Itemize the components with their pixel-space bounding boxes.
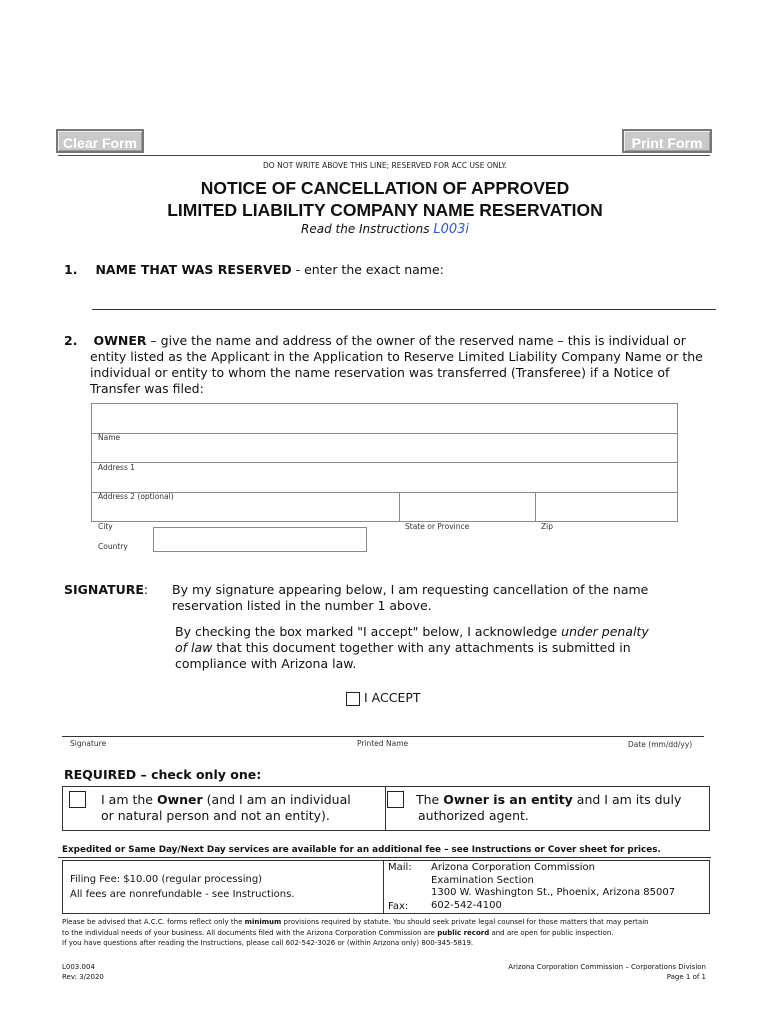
col-divider [399, 492, 400, 522]
address2-label: Address 2 (optional) [98, 492, 174, 501]
section2-desc1: – give the name and address of the owner of the reserved name – this is individual or [146, 333, 686, 348]
notice-line1 [62, 917, 722, 928]
filing-fee: Filing Fee: $10.00 (regular processing) [70, 874, 263, 885]
signature-line[interactable] [62, 736, 704, 737]
opt1-line1 [101, 792, 381, 808]
section1-instruction: - enter the exact name: [291, 262, 444, 277]
reserved-name-field[interactable] [92, 309, 716, 310]
expedited-rule [58, 857, 711, 858]
signature-para2-line1 [175, 624, 695, 640]
section1-title: NAME THAT WAS RESERVED [95, 262, 292, 277]
mail-line3: 1300 W. Washington St., Phoenix, Arizona 85007 [431, 887, 676, 899]
printed-name-label: Printed Name [357, 739, 409, 748]
form-revision: Rev: 3/2020 [62, 973, 104, 981]
para2-text-b: that this document together with any attachments is submitted in [212, 640, 631, 655]
name-label: Name [98, 433, 121, 442]
page-title-line2: LIMITED LIABILITY COMPANY NAME RESERVATION [167, 200, 603, 220]
opt2-b: Owner is an entity [443, 792, 573, 807]
section2-text [64, 333, 724, 397]
para2-em2: of law [175, 640, 213, 655]
fees-text [70, 872, 295, 902]
section2-desc3: individual or entity to whom the name reservation was transferred (Transferee) if a Notice of [90, 365, 670, 380]
date-label: Date (mm/dd/yy) [628, 740, 693, 749]
required-divider [385, 786, 386, 831]
row-divider [91, 462, 678, 463]
form-code [62, 962, 104, 982]
state-label: State or Province [405, 522, 470, 531]
opt2-a: The [416, 792, 444, 807]
owner-entity-checkbox[interactable] [387, 791, 404, 808]
opt1-b: Owner [156, 792, 203, 807]
top-rule [58, 155, 710, 156]
col-divider [535, 492, 536, 522]
expedited-note: Expedited or Same Day/Next Day services are available for an additional fee – see Instructions or Cover sheet for prices. [62, 845, 661, 855]
signature-title: SIGNATURE [64, 582, 144, 597]
required-sub: – check only one: [136, 767, 262, 782]
owner-entity-label [416, 792, 706, 824]
country-label: Country [98, 542, 128, 551]
required-title: REQUIRED [64, 767, 137, 782]
notice-l1b: minimum [244, 918, 282, 926]
fax-label: Fax: [388, 901, 409, 912]
notice-line2 [62, 928, 722, 939]
owner-individual-label [101, 792, 381, 824]
section2-desc2: entity listed as the Applicant in the Application to Reserve Limited Liability Company Name or the [90, 349, 703, 364]
row-divider [91, 492, 678, 493]
para2-text-a: By checking the box marked "I accept" below, I acknowledge [175, 624, 562, 639]
owner-name-field[interactable] [92, 404, 677, 432]
signature-para2 [175, 624, 695, 672]
signature-colon: : [143, 582, 149, 597]
signature-heading [64, 582, 148, 598]
signature-para1-line2: reservation listed in the number 1 above. [172, 598, 432, 613]
fees-mail-divider [383, 860, 384, 914]
accept-checkbox[interactable] [346, 692, 360, 706]
signature-label: Signature [70, 739, 107, 748]
opt1-a: I am the [101, 792, 157, 807]
opt2-line1 [416, 792, 706, 808]
agency-name: Arizona Corporation Commission – Corporations Division [508, 963, 706, 971]
zip-label: Zip [541, 522, 553, 531]
owner-address-box [91, 403, 678, 552]
instructions-prefix: Read the Instructions [301, 222, 430, 236]
opt1-line2: or natural person and not an entity). [101, 808, 330, 823]
required-heading [64, 767, 261, 783]
print-form-button[interactable]: Print Form [622, 129, 712, 153]
city-label: City [98, 522, 113, 531]
opt1-c: (and I am an individual [202, 792, 351, 807]
opt2-line2: authorized agent. [418, 808, 529, 823]
mail-line2: Examination Section [431, 874, 534, 886]
owner-individual-checkbox[interactable] [69, 791, 86, 808]
row-divider [91, 433, 678, 434]
accept-label: I ACCEPT [364, 690, 421, 705]
mail-address [431, 862, 675, 912]
mail-line4: 602-542-4100 [431, 899, 502, 911]
section1-heading [64, 262, 444, 278]
fees-nonrefundable: All fees are nonrefundable - see Instructions. [70, 889, 295, 900]
clear-form-button[interactable]: Clear Form [56, 129, 144, 153]
section2-line1 [64, 333, 724, 349]
signature-para1 [172, 582, 648, 614]
notice-l2c: and are open for public inspection. [489, 928, 614, 937]
notice-line3: If you have questions after reading the Instructions, please call 602-542-3026 or (within Arizona only) 800-345-5819. [62, 939, 474, 947]
para2-em1: under penalty [561, 624, 649, 639]
page-title-line1: NOTICE OF CANCELLATION OF APPROVED [200, 178, 570, 198]
notice-l1c: provisions required by statute. You should seek private legal counsel for those matters that may pertain [281, 918, 649, 926]
section1-number: 1. [64, 262, 78, 277]
instructions-line [0, 222, 770, 237]
opt2-c: and I am its duly [572, 792, 682, 807]
agency-footer [508, 962, 706, 982]
instructions-link[interactable]: L003i [433, 222, 469, 237]
section2-number: 2. [64, 333, 78, 348]
notice-l2b: public record [437, 928, 490, 937]
signature-para2-line2 [175, 640, 695, 656]
section2-desc4: Transfer was filed: [90, 381, 204, 396]
address1-label: Address 1 [98, 463, 136, 472]
form-number: L003.004 [62, 963, 95, 971]
mail-line1: Arizona Corporation Commission [431, 862, 596, 873]
mail-label: Mail: [388, 862, 412, 873]
notice-l2a: to the individual needs of your business. All documents filed with the Arizona Corporation Commission are [62, 928, 438, 937]
country-field[interactable] [153, 527, 367, 552]
page-number: Page 1 of 1 [666, 973, 706, 981]
notice-l1a: Please be advised that A.C.C. forms reflect only the [62, 918, 245, 926]
signature-para2-line3: compliance with Arizona law. [175, 656, 357, 671]
reserved-line-note: DO NOT WRITE ABOVE THIS LINE; RESERVED FOR ACC USE ONLY. [263, 161, 507, 170]
legal-notice [62, 917, 722, 949]
signature-para1-line1: By my signature appearing below, I am requesting cancellation of the name [172, 582, 649, 597]
section2-title: OWNER [93, 333, 147, 348]
